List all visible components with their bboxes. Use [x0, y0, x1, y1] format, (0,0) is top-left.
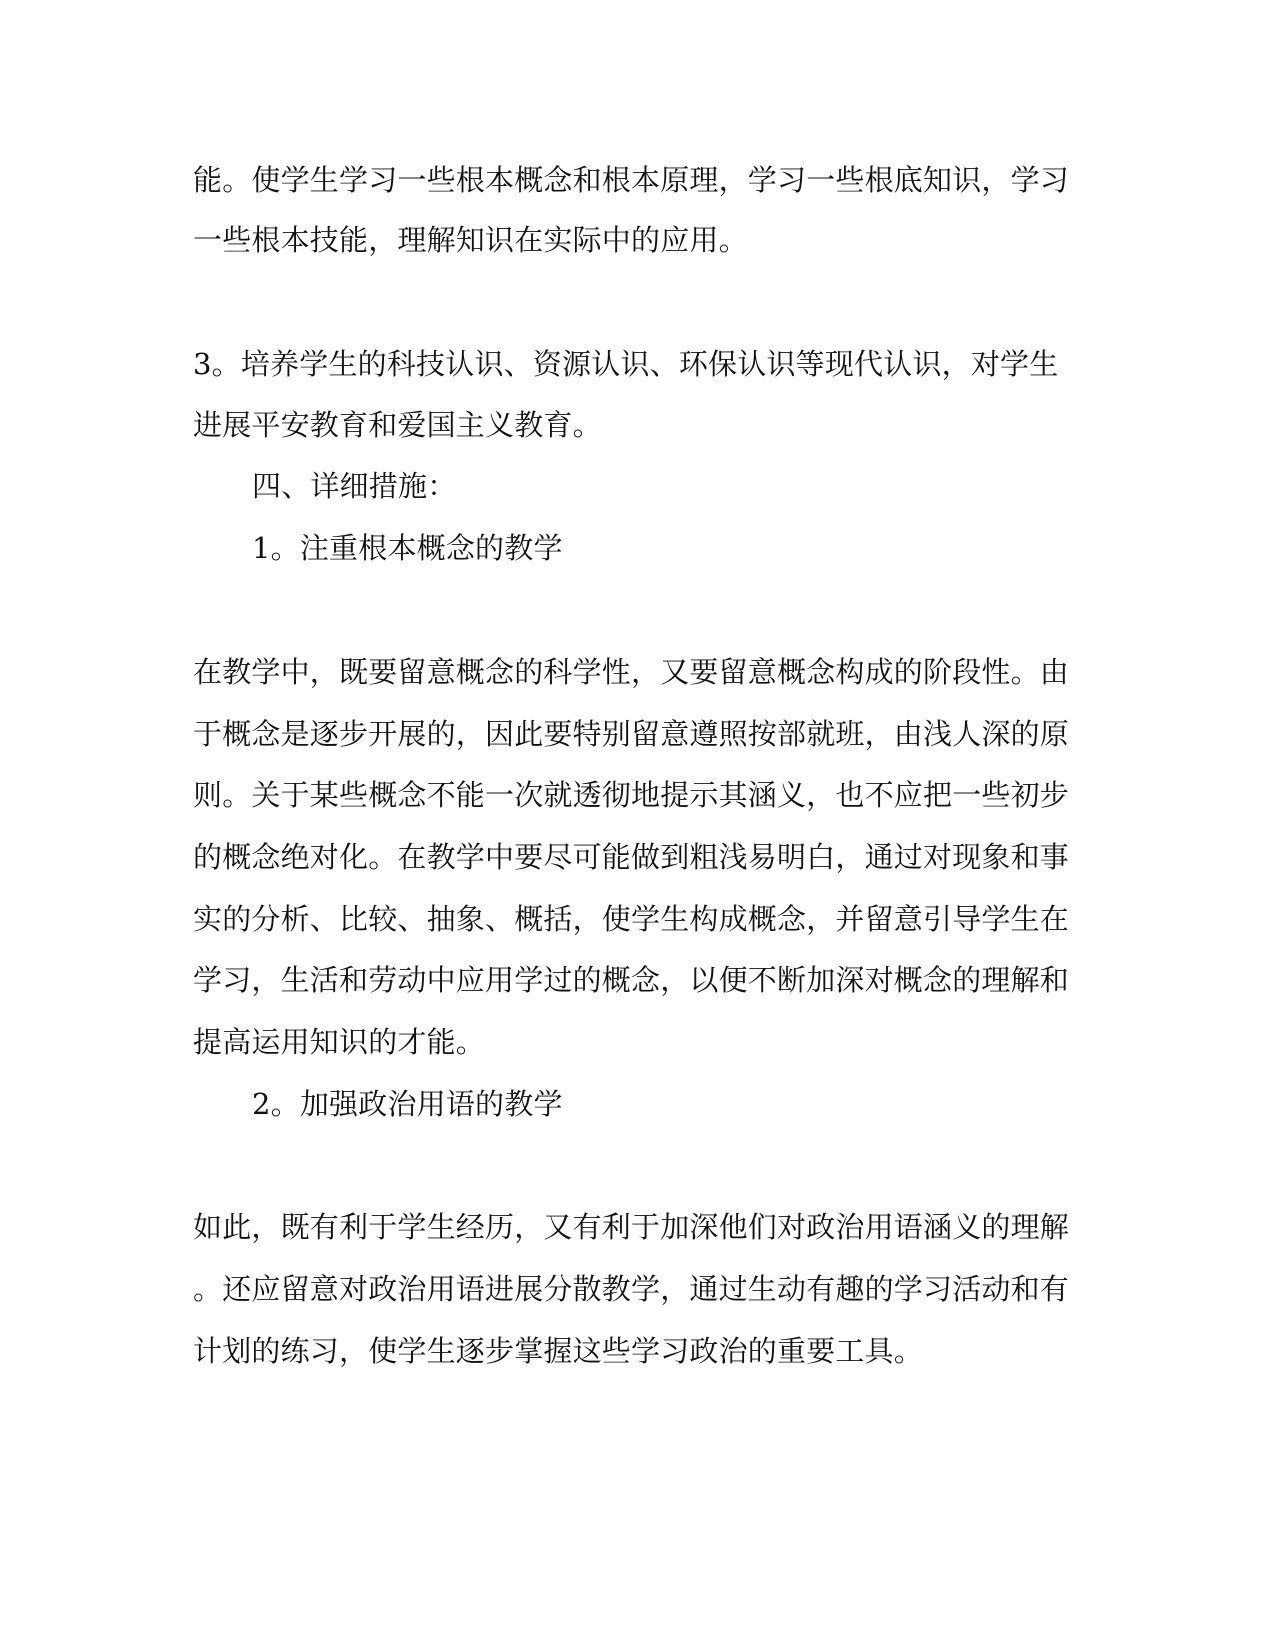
body-text-line: 学习，生活和劳动中应用学过的概念，以便不断加深对概念的理解和 — [193, 963, 1070, 997]
body-text-line: 提高运用知识的才能。 — [193, 1025, 486, 1059]
body-text-line: 如此，既有利于学生经历，又有利于加深他们对政治用语涵义的理解 — [193, 1210, 1070, 1244]
list-item-3-line: 3。培养学生的科技认识、资源认识、环保认识等现代认识，对学生 — [193, 347, 1059, 381]
list-item-3-line: 进展平安教育和爱国主义教育。 — [193, 408, 602, 442]
body-text-line: 在教学中，既要留意概念的科学性，又要留意概念构成的阶段性。由 — [193, 655, 1070, 689]
section-heading: 四、详细措施： — [252, 469, 457, 503]
body-text-line: 。还应留意对政治用语进展分散教学，通过生动有趣的学习活动和有 — [193, 1272, 1070, 1306]
body-text-line: 计划的练习，使学生逐步掌握这些学习政治的重要工具。 — [193, 1334, 924, 1368]
body-text-line: 则。关于某些概念不能一次就透彻地提示其涵义，也不应把一些初步 — [193, 778, 1070, 812]
subheading-1: 1。注重根本概念的教学 — [252, 531, 563, 565]
body-text-line: 于概念是逐步开展的，因此要特别留意遵照按部就班，由浅人深的原 — [193, 717, 1070, 751]
body-text-line: 一些根本技能，理解知识在实际中的应用。 — [193, 223, 748, 257]
body-text-line: 实的分析、比较、抽象、概括，使学生构成概念，并留意引导学生在 — [193, 902, 1070, 936]
body-text-line: 的概念绝对化。在教学中要尽可能做到粗浅易明白，通过对现象和事 — [193, 840, 1070, 874]
body-text-line: 能。使学生学习一些根本概念和根本原理，学习一些根底知识，学习 — [193, 163, 1070, 197]
subheading-2: 2。加强政治用语的教学 — [252, 1087, 563, 1121]
